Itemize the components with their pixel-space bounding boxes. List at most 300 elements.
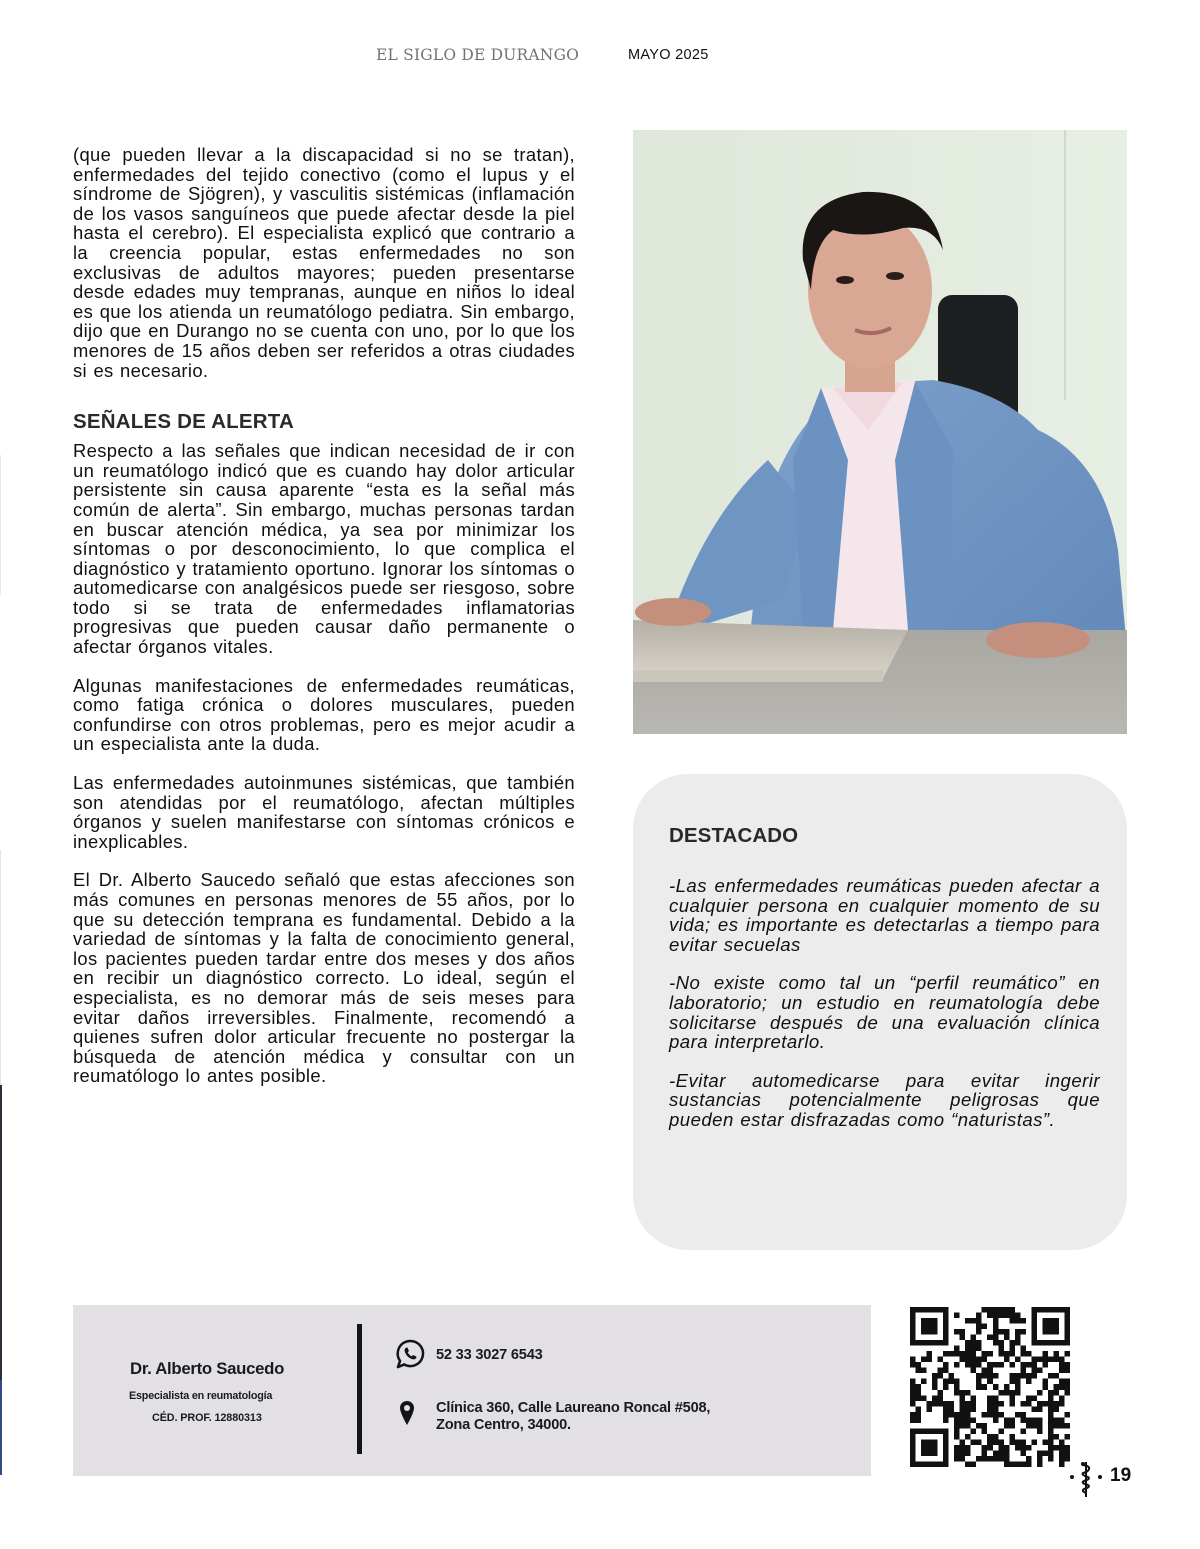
qr-module [1037, 1401, 1043, 1407]
rod-of-asclepius-icon [1078, 1460, 1094, 1498]
qr-module [998, 1346, 1004, 1352]
qr-module [1031, 1357, 1037, 1363]
qr-module [1031, 1373, 1037, 1379]
qr-module [965, 1346, 971, 1352]
qr-module [1042, 1384, 1048, 1390]
map-pin-icon [399, 1400, 415, 1426]
qr-module [976, 1362, 982, 1368]
address-line-1: Clínica 360, Calle Laureano Roncal #508, [436, 1400, 711, 1416]
qr-module [993, 1318, 999, 1324]
qr-module [1059, 1384, 1065, 1390]
qr-module [993, 1335, 999, 1341]
doctor-license: CÉD. PROF. 12880313 [152, 1412, 262, 1424]
qr-module [921, 1318, 938, 1335]
qr-module [987, 1313, 993, 1319]
qr-module [1004, 1313, 1010, 1319]
qr-module [993, 1373, 999, 1379]
qr-module [927, 1406, 933, 1412]
qr-module [921, 1395, 927, 1401]
qr-module [1059, 1379, 1065, 1385]
qr-module [949, 1379, 955, 1385]
qr-module [1004, 1417, 1010, 1423]
qr-module [1048, 1450, 1054, 1456]
qr-module [998, 1450, 1004, 1456]
qr-module [943, 1368, 949, 1374]
qr-module [976, 1329, 982, 1335]
qr-module [1026, 1351, 1032, 1357]
qr-module [916, 1368, 922, 1374]
page-header [0, 46, 1200, 70]
article-paragraph: Algunas manifestaciones de enfermedades reumáticas, como fatiga crónica o dolores musculares, pueden confundirse con otros problemas, pero es mejor acudir a un especialista ante la duda. [73, 674, 575, 755]
qr-module [916, 1406, 922, 1412]
phone-number[interactable]: 52 33 3027 6543 [436, 1347, 543, 1363]
qr-module [998, 1401, 1004, 1407]
qr-module [954, 1445, 960, 1451]
qr-module [932, 1379, 938, 1385]
qr-module [998, 1340, 1004, 1346]
qr-module [1009, 1439, 1015, 1445]
qr-module [1042, 1357, 1048, 1363]
qr-module [965, 1362, 971, 1368]
qr-module [1020, 1450, 1026, 1456]
qr-module [960, 1417, 966, 1423]
qr-module [1059, 1423, 1065, 1429]
qr-module [1026, 1461, 1032, 1467]
qr-module [1026, 1362, 1032, 1368]
qr-module [971, 1401, 977, 1407]
publication-name: EL SIGLO DE DURANGO [376, 46, 580, 64]
qr-module [1037, 1390, 1043, 1396]
qr-module [960, 1439, 966, 1445]
qr-module [987, 1412, 993, 1418]
qr-module [1015, 1461, 1021, 1467]
qr-module [1037, 1450, 1043, 1456]
page-number: 19 [1110, 1465, 1132, 1486]
qr-module [932, 1384, 938, 1390]
qr-module [1020, 1417, 1026, 1423]
qr-module [1004, 1357, 1010, 1363]
qr-module [910, 1362, 916, 1368]
qr-module [1037, 1417, 1043, 1423]
qr-module [954, 1329, 960, 1335]
qr-module [1015, 1379, 1021, 1385]
qr-module [1015, 1390, 1021, 1396]
qr-module [1015, 1318, 1021, 1324]
qr-module [982, 1357, 988, 1363]
qr-module [987, 1456, 993, 1462]
qr-module [1020, 1428, 1026, 1434]
qr-module [993, 1362, 999, 1368]
qr-module [987, 1307, 993, 1313]
qr-module [954, 1351, 960, 1357]
qr-module [993, 1340, 999, 1346]
qr-module [1020, 1329, 1026, 1335]
qr-module [1004, 1390, 1010, 1396]
qr-module [1009, 1461, 1015, 1467]
qr-module [1037, 1406, 1043, 1412]
qr-module [927, 1351, 933, 1357]
qr-module [921, 1439, 938, 1456]
qr-module [960, 1423, 966, 1429]
qr-module [993, 1307, 999, 1313]
qr-module [1059, 1395, 1065, 1401]
qr-module [976, 1313, 982, 1319]
qr-module [965, 1417, 971, 1423]
qr-module [954, 1346, 960, 1352]
qr-module [1020, 1373, 1026, 1379]
qr-module [921, 1368, 927, 1374]
qr-module [1048, 1417, 1054, 1423]
qr-module [976, 1324, 982, 1330]
qr-module [1064, 1379, 1070, 1385]
qr-module [1037, 1428, 1043, 1434]
qr-module [1053, 1357, 1059, 1363]
qr-module [1048, 1423, 1054, 1429]
qr-module [943, 1351, 949, 1357]
qr-module [1037, 1461, 1043, 1467]
qr-module [987, 1379, 993, 1385]
qr-module [971, 1318, 977, 1324]
qr-module [1053, 1417, 1059, 1423]
qr-module [1048, 1373, 1054, 1379]
qr-module [1004, 1335, 1010, 1341]
qr-module [916, 1384, 922, 1390]
highlight-item: -Las enfermedades reumáticas pueden afectar a cualquier persona en cualquier momento de su vida; es importante es detectarlas a tiempo para evitar secuelas [669, 875, 1100, 955]
qr-module [965, 1340, 971, 1346]
qr-module [1037, 1357, 1043, 1363]
qr-module [1048, 1428, 1054, 1434]
qr-module [1053, 1445, 1059, 1451]
clinic-address [436, 1400, 710, 1434]
qr-module [976, 1373, 982, 1379]
qr-module [987, 1439, 993, 1445]
qr-module [1009, 1307, 1015, 1313]
qr-module [1015, 1335, 1021, 1341]
qr-module [971, 1417, 977, 1423]
qr-module [971, 1439, 977, 1445]
qr-module [1009, 1395, 1015, 1401]
qr-module [998, 1351, 1004, 1357]
qr-module [960, 1329, 966, 1335]
article-paragraph: Las enfermedades autoinmunes sistémicas, que también son atendidas por el reumatólogo, afectan múltiples órganos y suelen manifestarse con síntomas crónicos e inexplicables. [73, 772, 575, 852]
qr-module [987, 1395, 993, 1401]
qr-module [916, 1390, 922, 1396]
qr-module [1009, 1417, 1015, 1423]
qr-module [982, 1373, 988, 1379]
qr-module [982, 1450, 988, 1456]
qr-module [987, 1445, 993, 1451]
qr-module [1009, 1318, 1015, 1324]
qr-module [921, 1379, 927, 1385]
qr-module [993, 1439, 999, 1445]
qr-module [1048, 1390, 1054, 1396]
qr-module [1031, 1439, 1037, 1445]
qr-module [1020, 1412, 1026, 1418]
qr-module [1004, 1307, 1010, 1313]
page-number-area [1068, 1456, 1148, 1500]
qr-module [960, 1456, 966, 1462]
qr-module [910, 1357, 916, 1363]
qr-module [1015, 1445, 1021, 1451]
qr-module [987, 1362, 993, 1368]
qr-module [910, 1401, 916, 1407]
qr-module [1048, 1434, 1054, 1440]
qr-module [1053, 1384, 1059, 1390]
qr-module [932, 1373, 938, 1379]
qr-module [965, 1390, 971, 1396]
qr-module [954, 1379, 960, 1385]
qr-module [1020, 1401, 1026, 1407]
qr-module [987, 1335, 993, 1341]
qr-module [927, 1401, 933, 1407]
qr-module [960, 1450, 966, 1456]
qr-module [976, 1346, 982, 1352]
qr-module [1009, 1373, 1015, 1379]
qr-module [1059, 1461, 1065, 1467]
qr-module [1064, 1445, 1070, 1451]
qr-module [1004, 1456, 1010, 1462]
qr-module [1009, 1313, 1015, 1319]
qr-module [1015, 1439, 1021, 1445]
qr-module [910, 1384, 916, 1390]
qr-module [910, 1412, 916, 1418]
qr-module [993, 1384, 999, 1390]
qr-module [993, 1417, 999, 1423]
qr-module [993, 1456, 999, 1462]
qr-module [1048, 1395, 1054, 1401]
qr-module [1053, 1390, 1059, 1396]
qr-module [960, 1406, 966, 1412]
qr-module [976, 1384, 982, 1390]
qr-module [993, 1395, 999, 1401]
qr-module [982, 1445, 988, 1451]
qr-module [1026, 1401, 1032, 1407]
qr-module [965, 1434, 971, 1440]
qr-module [1015, 1329, 1021, 1335]
qr-module [993, 1324, 999, 1330]
qr-code-icon[interactable] [910, 1307, 1070, 1467]
qr-module [1026, 1445, 1032, 1451]
qr-module [1048, 1456, 1054, 1462]
qr-module [1048, 1406, 1054, 1412]
qr-module [949, 1351, 955, 1357]
qr-module [1031, 1406, 1037, 1412]
qr-module [1042, 1351, 1048, 1357]
qr-module [960, 1401, 966, 1407]
qr-module [1042, 1401, 1048, 1407]
qr-module [976, 1318, 982, 1324]
qr-module [1048, 1439, 1054, 1445]
bullet-dot [1070, 1475, 1074, 1479]
qr-module [910, 1379, 916, 1385]
qr-module [1004, 1384, 1010, 1390]
article-body [73, 145, 575, 1086]
qr-module [987, 1406, 993, 1412]
qr-module [1064, 1351, 1070, 1357]
highlight-title: DESTACADO [669, 824, 799, 847]
qr-module [1059, 1401, 1065, 1407]
qr-module [954, 1423, 960, 1429]
qr-module [1015, 1412, 1021, 1418]
qr-module [954, 1434, 960, 1440]
qr-module [960, 1395, 966, 1401]
qr-module [954, 1390, 960, 1396]
qr-module [932, 1401, 938, 1407]
doctor-specialty: Especialista en reumatología [129, 1390, 273, 1402]
qr-module [965, 1461, 971, 1467]
qr-module [1020, 1362, 1026, 1368]
doctor-photo [633, 130, 1127, 734]
qr-module [976, 1379, 982, 1385]
qr-module [1015, 1340, 1021, 1346]
qr-module [954, 1450, 960, 1456]
qr-module [1009, 1434, 1015, 1440]
qr-module [910, 1395, 916, 1401]
qr-module [1004, 1461, 1010, 1467]
qr-module [965, 1423, 971, 1429]
qr-module [965, 1357, 971, 1363]
qr-module [1048, 1445, 1054, 1451]
article-paragraph: (que pueden llevar a la discapacidad si no se tratan), enfermedades del tejido conectivo (como el lupus y el síndrome de Sjögren), y vasculitis sistémicas (inflamación de los vasos sanguíneos que puede afectar desde la piel hasta el cerebro). El especialista explicó que contrario a la creencia popular, estas enfermedades no son exclusivas de adultos mayores; pueden presentarse desde edades muy tempranas, aunque en niños lo ideal es que los atienda un reumatólogo pediatra. Sin embargo, dijo que en Durango no se cuenta con uno, por lo que los menores de 15 años deben ser referidos a otras ciudades si es necesario. [73, 144, 575, 381]
qr-module [971, 1428, 977, 1434]
qr-module [960, 1390, 966, 1396]
qr-module [943, 1412, 949, 1418]
qr-module [987, 1373, 993, 1379]
qr-module [1020, 1439, 1026, 1445]
qr-module [943, 1406, 949, 1412]
qr-module [1064, 1362, 1070, 1368]
qr-module [1059, 1456, 1065, 1462]
doctor-photo-illustration [633, 130, 1127, 734]
qr-module [1042, 1362, 1048, 1368]
qr-module [993, 1401, 999, 1407]
qr-module [1009, 1340, 1015, 1346]
qr-module [954, 1313, 960, 1319]
qr-module [1042, 1318, 1059, 1335]
qr-module [987, 1368, 993, 1374]
qr-module [1020, 1318, 1026, 1324]
address-line-2: Zona Centro, 34000. [436, 1417, 571, 1433]
card-divider [357, 1324, 362, 1454]
qr-module [1042, 1450, 1048, 1456]
qr-module [954, 1428, 960, 1434]
qr-module [998, 1307, 1004, 1313]
qr-module [1031, 1417, 1037, 1423]
qr-module [1059, 1417, 1065, 1423]
qr-module [1009, 1390, 1015, 1396]
page-edge-bar-blue [0, 1380, 2, 1475]
qr-module [1031, 1395, 1037, 1401]
qr-module [998, 1439, 1004, 1445]
qr-module [1064, 1368, 1070, 1374]
qr-module [982, 1351, 988, 1357]
qr-module [971, 1395, 977, 1401]
qr-module [954, 1362, 960, 1368]
qr-module [971, 1461, 977, 1467]
qr-module [938, 1357, 944, 1363]
qr-module [965, 1401, 971, 1407]
qr-module [971, 1335, 977, 1341]
qr-module [965, 1351, 971, 1357]
qr-module [1059, 1445, 1065, 1451]
section-title: SEÑALES DE ALERTA [73, 410, 294, 434]
qr-module [1009, 1379, 1015, 1385]
qr-module [916, 1412, 922, 1418]
qr-module [1053, 1351, 1059, 1357]
qr-module [976, 1357, 982, 1363]
qr-module [998, 1456, 1004, 1462]
qr-module [976, 1423, 982, 1429]
highlight-item: -Evitar automedicarse para evitar ingerir sustancias potencialmente peligrosas que pueden estar disfrazadas como “naturistas”. [669, 1069, 1100, 1130]
qr-module [1015, 1373, 1021, 1379]
qr-module [993, 1329, 999, 1335]
qr-module [1004, 1351, 1010, 1357]
qr-module [971, 1357, 977, 1363]
qr-module [943, 1384, 949, 1390]
qr-module [987, 1401, 993, 1407]
qr-module [1026, 1417, 1032, 1423]
qr-module [932, 1395, 938, 1401]
article-paragraph: El Dr. Alberto Saucedo señaló que estas afecciones son más comunes en personas menores de 55 años, por lo que su detección temprana es fundamental. Debido a la variedad de síntomas y la falta de conocimiento general, los pacientes pueden tardar entre dos meses y dos años en recibir un diagnóstico correcto. Lo ideal, según el especialista, es no demorar más de seis meses para evitar daños irreversibles. Finalmente, recomendó a quienes sufren dolor articular frecuente no postergar la búsqueda de atención médica y consultar con un reumatólogo lo antes posible. [73, 869, 575, 1087]
qr-module [1053, 1401, 1059, 1407]
contact-card [73, 1305, 871, 1476]
qr-module [1053, 1434, 1059, 1440]
qr-module [1026, 1379, 1032, 1385]
qr-module [998, 1445, 1004, 1451]
qr-module [1053, 1423, 1059, 1429]
qr-module [1064, 1384, 1070, 1390]
qr-module [1020, 1368, 1026, 1374]
qr-module [1064, 1412, 1070, 1418]
qr-module [987, 1351, 993, 1357]
qr-module [916, 1417, 922, 1423]
qr-module [938, 1395, 944, 1401]
qr-module [982, 1456, 988, 1462]
qr-module [1009, 1362, 1015, 1368]
qr-module [982, 1384, 988, 1390]
qr-module [910, 1417, 916, 1423]
qr-module [954, 1417, 960, 1423]
bullet-dot [1098, 1475, 1102, 1479]
qr-module [943, 1401, 949, 1407]
qr-module [982, 1324, 988, 1330]
qr-module [954, 1456, 960, 1462]
qr-module [949, 1401, 955, 1407]
qr-module [1020, 1461, 1026, 1467]
qr-module [927, 1357, 933, 1363]
qr-module [916, 1395, 922, 1401]
qr-module [976, 1340, 982, 1346]
qr-module [1026, 1456, 1032, 1462]
qr-module [1004, 1445, 1010, 1451]
qr-module [938, 1368, 944, 1374]
qr-module [954, 1412, 960, 1418]
qr-module [1048, 1412, 1054, 1418]
qr-module [960, 1351, 966, 1357]
qr-module [993, 1434, 999, 1440]
qr-module [1059, 1362, 1065, 1368]
qr-module [965, 1406, 971, 1412]
qr-module [1037, 1456, 1043, 1462]
qr-module [965, 1445, 971, 1451]
qr-module [971, 1351, 977, 1357]
page-edge-mark [0, 455, 1, 595]
qr-module [982, 1307, 988, 1313]
qr-module [949, 1412, 955, 1418]
page-edge-mark [0, 850, 1, 1085]
qr-module [960, 1357, 966, 1363]
qr-module [993, 1406, 999, 1412]
